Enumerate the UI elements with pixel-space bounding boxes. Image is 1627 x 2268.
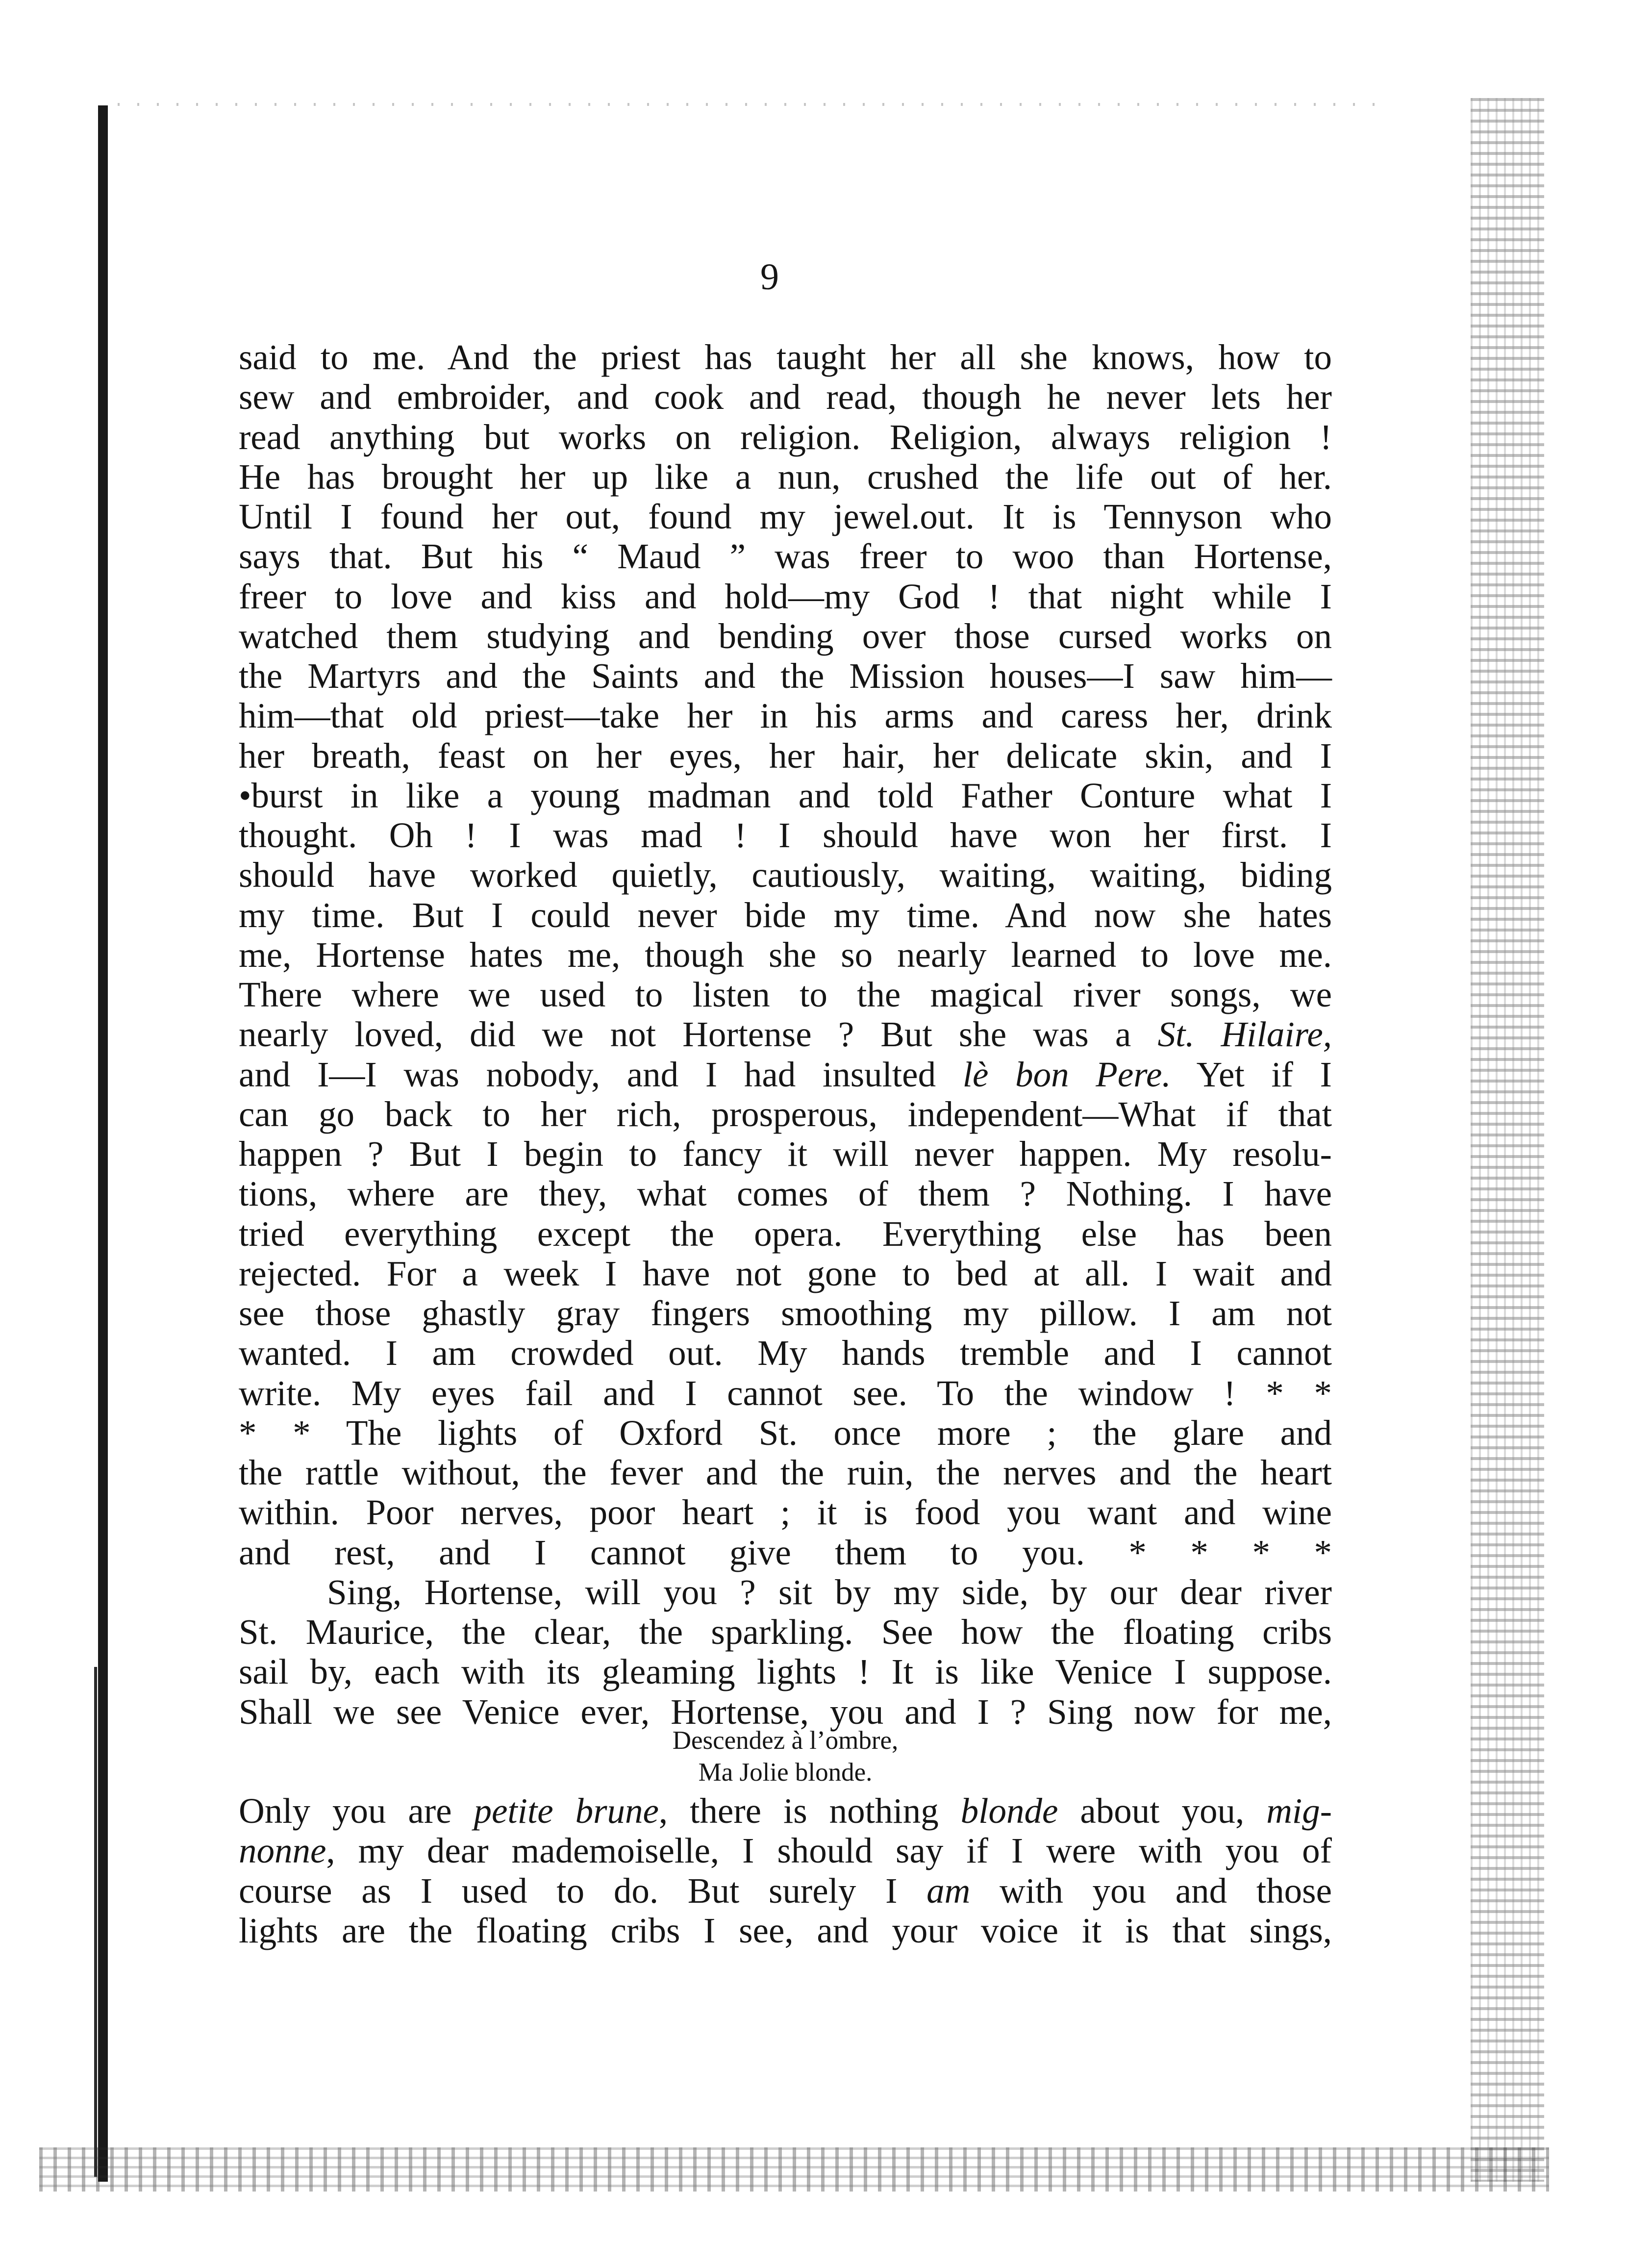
text-line: lights are the floating cribs I see, and your voice it is that sings, (239, 1910, 1332, 1950)
text-line: He has brought her up like a nun, crushed the life out of her. (239, 456, 1332, 497)
text-line: him—that old priest—take her in his arms and caress her, drink (239, 696, 1332, 736)
text-line: tried everything except the opera. Everything else has been (239, 1213, 1332, 1254)
text-line: happen ? But I begin to fancy it will never happen. My resolu- (239, 1134, 1332, 1174)
italic-name: St. Hilaire, (1157, 1014, 1332, 1055)
text-line: write. My eyes fail and I cannot see. To the window ! * * (239, 1373, 1332, 1413)
text-line: tions, where are they, what comes of them ? Nothing. I have (239, 1174, 1332, 1214)
scan-noise-right-edge (1471, 98, 1544, 2182)
text-line: St. Maurice, the clear, the sparkling. See how the floating cribs (239, 1612, 1332, 1652)
text-line: Until I found her out, found my jewel.out. It is Tennyson who (239, 497, 1332, 536)
text-line: sew and embroider, and cook and read, though he never lets her (239, 377, 1332, 417)
text-line: thought. Oh ! I was mad ! I should have won her first. I (239, 815, 1332, 855)
verse-line: Descendez à l’ombre, (672, 1726, 899, 1755)
text-run: course as I used to do. But surely I (239, 1870, 927, 1911)
text-line: rejected. For a week I have not gone to bed at all. I wait and (239, 1253, 1332, 1293)
text-run: and I—I was nobody, and I had insulted (239, 1054, 963, 1094)
text-line (239, 1014, 1332, 1054)
text-line: her breath, feast on her eyes, her hair, her delicate skin, and I (239, 735, 1332, 776)
song-verse (239, 1725, 1332, 1789)
scan-noise-top-edge (118, 103, 1392, 106)
scan-noise-bottom-edge (39, 2147, 1549, 2192)
text-run: Yet if I (1171, 1054, 1332, 1094)
text-line: •burst in like a young madman and told Father Conture what I (239, 775, 1332, 815)
text-line (239, 1055, 1332, 1094)
text-line: * * The lights of Oxford St. once more ; the glare and (239, 1412, 1332, 1453)
text-run: , there is nothing (658, 1791, 961, 1831)
main-text-block (239, 337, 1332, 1732)
text-line: said to me. And the priest has taught her all she knows, how to (239, 337, 1332, 377)
text-line: the Martyrs and the Saints and the Mission houses—I saw him— (239, 656, 1332, 696)
text-line: within. Poor nerves, poor heart ; it is food you want and wine (239, 1492, 1332, 1533)
page-number: 9 (760, 256, 779, 298)
text-line: watched them studying and bending over those cursed works on (239, 616, 1332, 656)
text-run: Only you are (239, 1791, 474, 1831)
text-line: should have worked quietly, cautiously, waiting, waiting, biding (239, 855, 1332, 895)
text-line: the rattle without, the fever and the ruin, the nerves and the heart (239, 1453, 1332, 1492)
text-run: about you, (1058, 1791, 1267, 1831)
text-line (239, 1831, 1332, 1870)
italic-word: nonne (239, 1831, 326, 1871)
text-run: nearly loved, did we not Hortense ? But she was a (239, 1014, 1158, 1055)
verse-line: Ma Jolie blonde. (698, 1758, 873, 1787)
binding-edge-rule-thin (94, 1667, 97, 2177)
text-line: Shall we see Venice ever, Hortense, you and I ? Sing now for me, (239, 1691, 1332, 1732)
text-line: says that. But his “ Maud ” was freer to woo than Hortense, (239, 536, 1332, 577)
text-run: with you and those (970, 1870, 1332, 1911)
text-line (239, 1871, 1332, 1911)
italic-phrase: petite brune (474, 1791, 659, 1831)
text-line: Sing, Hortense, will you ? sit by my side, by our dear river (327, 1572, 1332, 1612)
text-line: my time. But I could never bide my time. And now she hates (239, 895, 1332, 935)
text-line: see those ghastly gray fingers smoothing my pillow. I am not (239, 1293, 1332, 1333)
text-line: can go back to her rich, prosperous, independent—What if that (239, 1094, 1332, 1134)
italic-phrase: lè bon Pere. (962, 1054, 1171, 1094)
binding-edge-rule (98, 105, 108, 2182)
text-line: freer to love and kiss and hold—my God ! that night while I (239, 576, 1332, 616)
italic-word: am (926, 1870, 971, 1911)
text-line: and rest, and I cannot give them to you. * * * * (239, 1532, 1332, 1572)
text-line (239, 1791, 1332, 1831)
italic-word: blonde (960, 1791, 1058, 1831)
closing-text-block (239, 1791, 1332, 1950)
italic-word: mig- (1266, 1791, 1332, 1831)
text-line: There where we used to listen to the magical river songs, we (239, 975, 1332, 1014)
text-line: sail by, each with its gleaming lights ! It is like Venice I suppose. (239, 1652, 1332, 1692)
text-line: wanted. I am crowded out. My hands tremble and I cannot (239, 1333, 1332, 1373)
text-line: me, Hortense hates me, though she so nearly learned to love me. (239, 934, 1332, 975)
text-line: read anything but works on religion. Religion, always religion ! (239, 417, 1332, 457)
text-run: , my dear mademoiselle, I should say if I were with you of (326, 1831, 1332, 1871)
